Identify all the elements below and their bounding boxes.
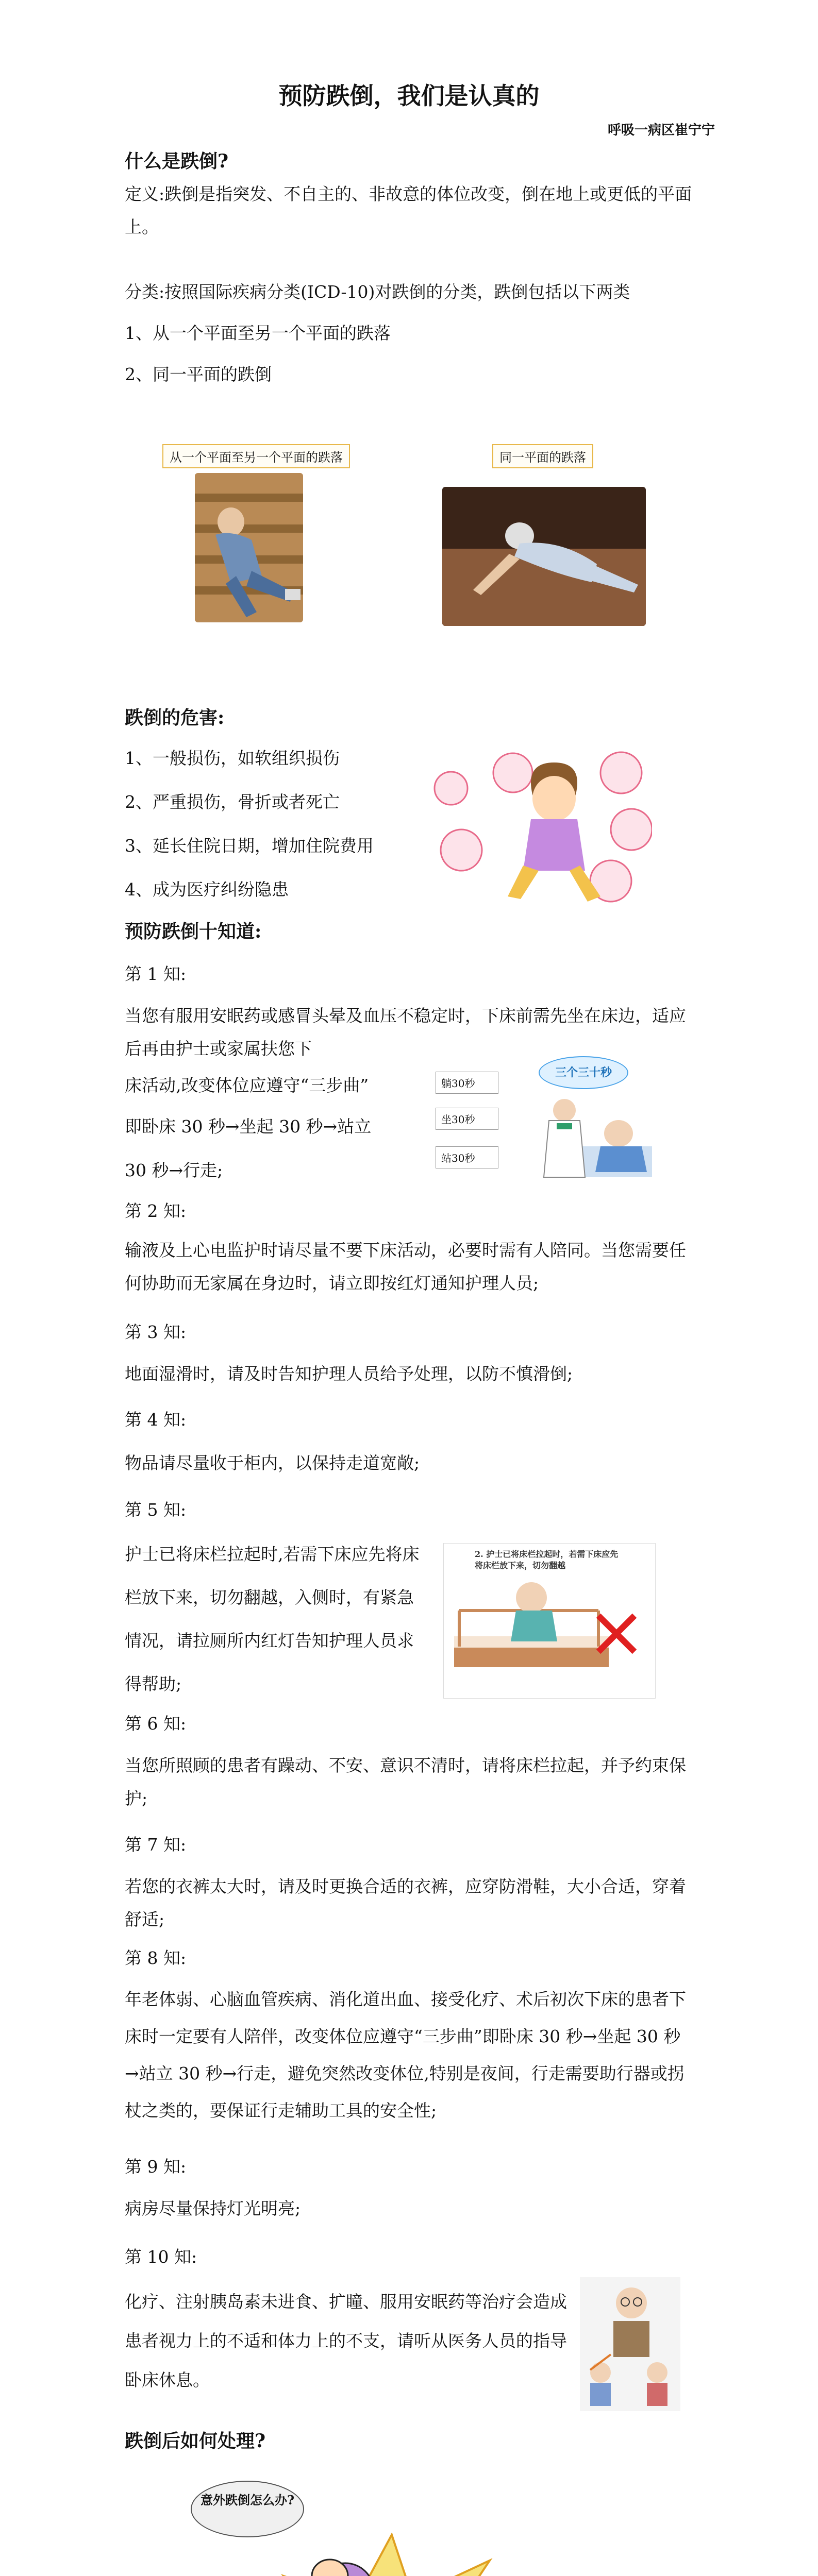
illustration-accidental-fall xyxy=(191,2468,572,2576)
step-box-stand: 站30秒 xyxy=(436,1146,498,1168)
caption-fall-between-levels: 从一个平面至另一个平面的跌落 xyxy=(162,444,350,468)
tip-3-text: 地面湿滑时，请及时告知护理人员给予处理，以防不慎滑倒; xyxy=(125,1364,573,1384)
tip-5-text: 护士已将床栏拉起时,若需下床应先将床栏放下来，切勿翻越，入侧时，有紧急情况，请拉厕所内红灯告知护理人员求得帮助; xyxy=(125,1544,420,1694)
harm-item-3: 3、延长住院日期，增加住院费用 xyxy=(125,836,374,856)
three-steps-bubble: 三个三十秒 xyxy=(539,1056,628,1089)
section-heading-ten-tips: 预防跌倒十知道: xyxy=(125,921,262,942)
tip-9-label: 第 9 知: xyxy=(125,2157,187,2177)
illustration-bed-rail xyxy=(443,1543,656,1699)
step-box-lie: 躺30秒 xyxy=(436,1072,498,1094)
tip-1-text-d: 30 秒→行走; xyxy=(125,1160,223,1180)
caption-fall-same-level: 同一平面的跌落 xyxy=(492,444,593,468)
illustration-injuries xyxy=(430,742,652,912)
tip-1-text-a: 当您有服用安眠药或感冒头晕及血压不稳定时，下床前需先坐在床边，适应后再由护士或家属扶您下 xyxy=(125,1006,686,1059)
tip-8-text: 年老体弱、心脑血管疾病、消化道出血、接受化疗、术后初次下床的患者下床时一定要有人陪伴，改变体位应遵守“三步曲”即卧床 30 秒→坐起 30 秒→站立 30 秒→行走，避免突然改变体位,特别是夜间，行走需要助行器或拐杖之类的，要保证行走辅助工具的安全性; xyxy=(125,1989,686,2121)
classification-item-1: 1、从一个平面至另一个平面的跌落 xyxy=(125,323,391,343)
tip-2-text: 输液及上心电监护时请尽量不要下床活动，必要时需有人陪同。当您需要任何协助而无家属在身边时，请立即按红灯通知护理人员; xyxy=(125,1240,686,1293)
tip-6-label: 第 6 知: xyxy=(125,1714,187,1734)
harm-item-2: 2、严重损伤，骨折或者死亡 xyxy=(125,792,340,812)
tip-8-label: 第 8 知: xyxy=(125,1948,187,1968)
tip-9-text: 病房尽量保持灯光明亮; xyxy=(125,2198,301,2218)
tip-5-label: 第 5 知: xyxy=(125,1500,187,1520)
fall-bubble: 意外跌倒怎么办? xyxy=(191,2481,304,2537)
author-line: 呼吸一病区崔宁宁 xyxy=(607,123,715,138)
tip-1-text-c: 即卧床 30 秒→坐起 30 秒→站立 xyxy=(125,1116,372,1137)
definition-text: 定义:跌倒是指突发、不自主的、非故意的体位改变，倒在地上或更低的平面上。 xyxy=(125,184,692,237)
illustration-three-steps xyxy=(436,1056,652,1190)
tip-4-text: 物品请尽量收于柜内，以保持走道宽敞; xyxy=(125,1453,420,1473)
classification-text: 分类:按照国际疾病分类(ICD-10)对跌倒的分类，跌倒包括以下两类 xyxy=(125,282,630,302)
photo-fall-stairs xyxy=(195,473,303,622)
photo-fall-floor xyxy=(442,487,646,626)
bed-rail-caption: 2. 护士已将床栏拉起时，若需下床应先将床栏放下来，切勿翻越 xyxy=(475,1549,619,1570)
tip-4-label: 第 4 知: xyxy=(125,1410,187,1430)
tip-7-label: 第 7 知: xyxy=(125,1835,187,1855)
classification-item-2: 2、同一平面的跌倒 xyxy=(125,364,272,384)
section-heading-what-is-fall: 什么是跌倒? xyxy=(125,150,229,172)
tip-1-label: 第 1 知: xyxy=(125,964,187,984)
harm-item-1: 1、一般损伤，如软组织损伤 xyxy=(125,748,340,768)
tip-2-label: 第 2 知: xyxy=(125,1201,187,1221)
step-box-sit: 坐30秒 xyxy=(436,1108,498,1130)
section-heading-fall-harms: 跌倒的危害: xyxy=(125,707,225,728)
tip-10-label: 第 10 知: xyxy=(125,2247,197,2267)
harm-item-4: 4、成为医疗纠纷隐患 xyxy=(125,879,289,900)
illustration-elderly-vision xyxy=(580,2277,680,2411)
tip-1-text-b: 床活动,改变体位应遵守“三步曲” xyxy=(125,1075,369,1095)
tip-7-text: 若您的衣裤太大时，请及时更换合适的衣裤，应穿防滑鞋，大小合适，穿着舒适; xyxy=(125,1876,686,1929)
section-heading-after-fall: 跌倒后如何处理? xyxy=(125,2430,266,2452)
tip-6-text: 当您所照顾的患者有躁动、不安、意识不清时，请将床栏拉起，并予约束保护; xyxy=(125,1755,686,1808)
tip-3-label: 第 3 知: xyxy=(125,1322,187,1342)
tip-10-text: 化疗、注射胰岛素未进食、扩瞳、服用安眠药等治疗会造成患者视力上的不适和体力上的不支，请听从医务人员的指导卧床休息。 xyxy=(125,2292,567,2390)
page-title: 预防跌倒，我们是认真的 xyxy=(278,82,540,110)
